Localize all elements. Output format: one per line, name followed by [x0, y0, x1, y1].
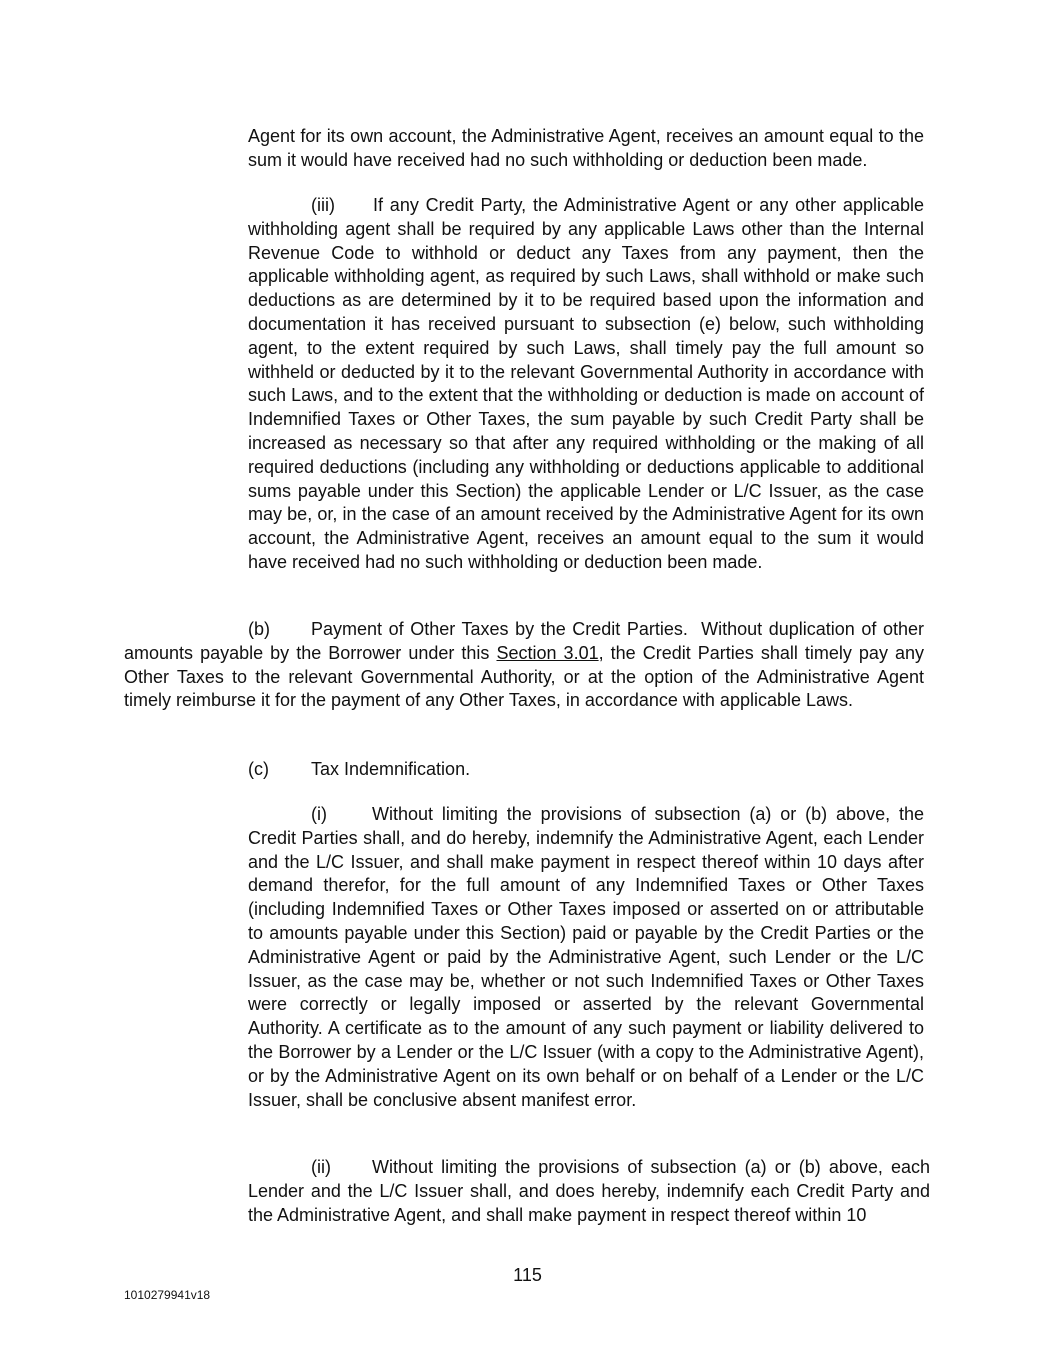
label-b: (b)	[248, 619, 270, 639]
text-b-2: , the Credit Parties shall timely pay any Other Taxes to the relevant Governmental Authority, or at the option of the Administrative Agent timely reimburse it for the payment of any Other Taxes, in accordance with applicable Laws.	[124, 642, 925, 711]
label-c: (c)	[248, 759, 269, 779]
paragraph-b	[124, 618, 924, 713]
paragraph-continuation: Agent for its own account, the Administrative Agent, receives an amount equal to the sum it would have received had no such withholding or deduction been made.	[248, 126, 924, 170]
paragraph-c	[248, 758, 924, 782]
paragraph-a-iii	[248, 194, 924, 575]
label-iii: (iii)	[311, 195, 335, 215]
label-ii: (ii)	[311, 1157, 331, 1177]
document-id: 1010279941v18	[124, 1288, 211, 1302]
page-number: 115	[513, 1265, 542, 1285]
label-i: (i)	[311, 804, 327, 824]
heading-b: Payment of Other Taxes by the Credit Parties.	[311, 619, 688, 639]
text-iii: If any Credit Party, the Administrative Agent or any other applicable withholding agent shall be required by any applicable Laws other than the Internal Revenue Code to withhold or deduct any Taxes from any payment, then the applicable withholding agent, as required by such Laws, shall withhold or make such deductions as are determined by it to be required based upon the information and documentation it has received pursuant to subsection (e) below, such withholding agent, to the extent required by such Laws, shall timely pay the full amount so withheld or deducted by it to the relevant Governmental Authority in accordance with such Laws, and to the extent that the withholding or deduction is made on account of Indemnified Taxes or Other Taxes, the sum payable by such Credit Party shall be increased as necessary so that after any required withholding or the making of all required deductions (including any withholding or deductions applicable to additional sums payable under this Section) the applicable Lender or L/C Issuer, as the case may be, or, in the case of an amount received by the Administrative Agent for its own account, the Administrative Agent, receives an amount equal to the sum it would have received had no such withholding or deduction been made.	[248, 195, 924, 572]
text-ii: Without limiting the provisions of subsection (a) or (b) above, each Lender and the L/C Issuer shall, and does hereby, indemnify each Credit Party and the Administrative Agent, and shall make payment in respect thereof within 10	[248, 1157, 930, 1225]
section-reference-link[interactable]: Section 3.01	[496, 642, 599, 663]
text-i: Without limiting the provisions of subsection (a) or (b) above, the Credit Parties shall, and do hereby, indemnify the Administrative Agent, each Lender and the L/C Issuer, and shall make payment in respect thereof within 10 days after demand therefor, for the full amount of any Indemnified Taxes or Other Taxes (including Indemnified Taxes or Other Taxes imposed or asserted on or attributable to amounts payable under this Section) paid or payable by the Credit Parties or the Administrative Agent or paid by the Administrative Agent, such Lender or the L/C Issuer, as the case may be, whether or not such Indemnified Taxes or Other Taxes were correctly or legally imposed or asserted by the relevant Governmental Authority. A certificate as to the amount of any such payment or liability delivered to the Borrower by a Lender or the L/C Issuer (with a copy to the Administrative Agent), or by the Administrative Agent on its own behalf or on behalf of a Lender or the L/C Issuer, shall be conclusive absent manifest error.	[248, 804, 924, 1110]
paragraph-c-i	[248, 803, 924, 1112]
paragraph-c-ii	[248, 1156, 930, 1227]
heading-c: Tax Indemnification.	[311, 759, 471, 779]
text-b-1: Without duplication of other amounts payable by the Borrower under this	[124, 619, 924, 663]
